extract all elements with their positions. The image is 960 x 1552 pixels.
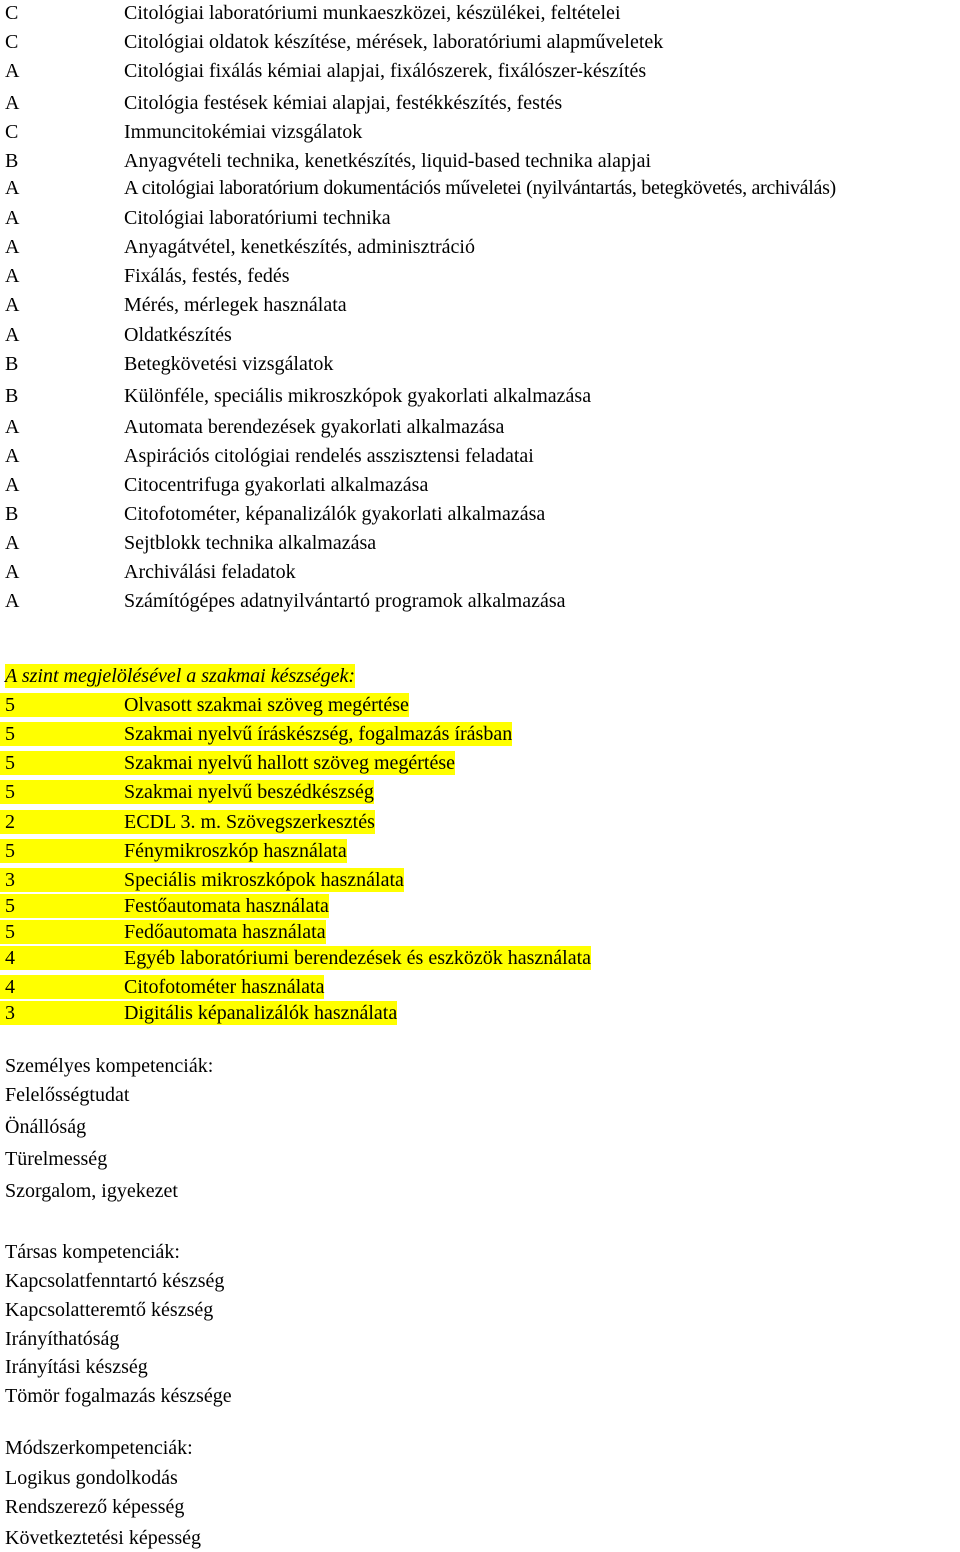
- skill-text: ECDL 3. m. Szövegszerkesztés: [124, 811, 375, 833]
- task-text: A citológiai laboratórium dokumentációs műveletei (nyilvántartás, betegkövetés, archiválás): [124, 177, 836, 199]
- task-code: A: [5, 474, 20, 496]
- task-text: Mérés, mérlegek használata: [124, 294, 347, 316]
- task-text: Citológia festések kémiai alapjai, festékkészítés, festés: [124, 92, 563, 114]
- task-text: Betegkövetési vizsgálatok: [124, 353, 334, 375]
- task-text: Citológiai laboratóriumi technika: [124, 207, 391, 229]
- task-text: Anyagátvétel, kenetkészítés, adminisztráció: [124, 236, 475, 258]
- skill-text: Olvasott szakmai szöveg megértése: [124, 694, 409, 716]
- skill-text: Citofotométer használata: [124, 976, 325, 998]
- skill-level: 2: [0, 810, 124, 834]
- task-code: A: [5, 177, 20, 199]
- skill-level: 5: [0, 751, 124, 775]
- social-item: Kapcsolatteremtő készség: [5, 1299, 214, 1321]
- skill-level: 5: [0, 693, 124, 717]
- task-text: Számítógépes adatnyilvántartó programok alkalmazása: [124, 590, 566, 612]
- method-item: Logikus gondolkodás: [5, 1467, 178, 1489]
- task-code: A: [5, 445, 20, 467]
- task-code: A: [5, 416, 20, 438]
- task-code: C: [5, 31, 19, 53]
- skill-level: 5: [0, 894, 124, 918]
- task-code: A: [5, 236, 20, 258]
- task-code: A: [5, 92, 20, 114]
- task-code: A: [5, 265, 20, 287]
- task-text: Különféle, speciális mikroszkópok gyakorlati alkalmazása: [124, 385, 592, 407]
- task-text: Archiválási feladatok: [124, 561, 296, 583]
- task-code: A: [5, 324, 20, 346]
- method-heading: Módszerkompetenciák:: [5, 1437, 193, 1459]
- task-code: B: [5, 150, 19, 172]
- task-text: Sejtblokk technika alkalmazása: [124, 532, 377, 554]
- personal-item: Szorgalom, igyekezet: [5, 1180, 178, 1202]
- social-item: Tömör fogalmazás készsége: [5, 1385, 232, 1407]
- task-code: A: [5, 60, 20, 82]
- skill-text: Festőautomata használata: [124, 895, 329, 917]
- task-text: Citocentrifuga gyakorlati alkalmazása: [124, 474, 429, 496]
- skill-level: 4: [0, 975, 124, 999]
- skill-level: 5: [0, 920, 124, 944]
- task-code: C: [5, 2, 19, 24]
- method-item: Rendszerező képesség: [5, 1496, 185, 1518]
- skill-level: 5: [0, 780, 124, 804]
- social-heading: Társas kompetenciák:: [5, 1241, 180, 1263]
- task-text: Immuncitokémiai vizsgálatok: [124, 121, 363, 143]
- skill-level: 3: [0, 868, 124, 892]
- social-item: Irányíthatóság: [5, 1328, 120, 1350]
- skill-level: 5: [0, 839, 124, 863]
- personal-item: Önállóság: [5, 1116, 87, 1138]
- task-code: A: [5, 294, 20, 316]
- social-item: Irányítási készség: [5, 1356, 148, 1378]
- task-code: B: [5, 503, 19, 525]
- task-code: B: [5, 385, 19, 407]
- personal-heading: Személyes kompetenciák:: [5, 1055, 214, 1077]
- skill-text: Szakmai nyelvű íráskészség, fogalmazás írásban: [124, 723, 513, 745]
- task-code: C: [5, 121, 19, 143]
- skill-text: Szakmai nyelvű beszédkészség: [124, 781, 374, 803]
- task-text: Citológiai laboratóriumi munkaeszközei, készülékei, feltételei: [124, 2, 621, 24]
- task-code: A: [5, 207, 20, 229]
- method-item: Következtetési képesség: [5, 1527, 202, 1549]
- skill-text: Digitális képanalizálók használata: [124, 1002, 398, 1024]
- task-text: Fixálás, festés, fedés: [124, 265, 290, 287]
- skill-text: Fénymikroszkóp használata: [124, 840, 347, 862]
- task-text: Citológiai fixálás kémiai alapjai, fixálószerek, fixálószer-készítés: [124, 60, 647, 82]
- task-text: Citológiai oldatok készítése, mérések, laboratóriumi alapműveletek: [124, 31, 664, 53]
- task-code: A: [5, 590, 20, 612]
- task-text: Oldatkészítés: [124, 324, 232, 346]
- social-item: Kapcsolatfenntartó készség: [5, 1270, 225, 1292]
- task-code: A: [5, 561, 20, 583]
- skill-text: Egyéb laboratóriumi berendezések és eszközök használata: [124, 947, 592, 969]
- task-code: B: [5, 353, 19, 375]
- skill-text: Szakmai nyelvű hallott szöveg megértése: [124, 752, 456, 774]
- skills-heading: A szint megjelölésével a szakmai készségek:: [5, 665, 356, 687]
- task-text: Anyagvételi technika, kenetkészítés, liquid-based technika alapjai: [124, 150, 652, 172]
- task-text: Citofotométer, képanalizálók gyakorlati alkalmazása: [124, 503, 546, 525]
- task-code: A: [5, 532, 20, 554]
- skill-level: 5: [0, 722, 124, 746]
- skill-text: Fedőautomata használata: [124, 921, 326, 943]
- skill-text: Speciális mikroszkópok használata: [124, 869, 404, 891]
- skill-level: 4: [0, 946, 124, 970]
- skill-level: 3: [0, 1001, 124, 1025]
- personal-item: Felelősségtudat: [5, 1084, 130, 1106]
- task-text: Automata berendezések gyakorlati alkalmazása: [124, 416, 505, 438]
- task-text: Aspirációs citológiai rendelés asszisztensi feladatai: [124, 445, 534, 467]
- personal-item: Türelmesség: [5, 1148, 108, 1170]
